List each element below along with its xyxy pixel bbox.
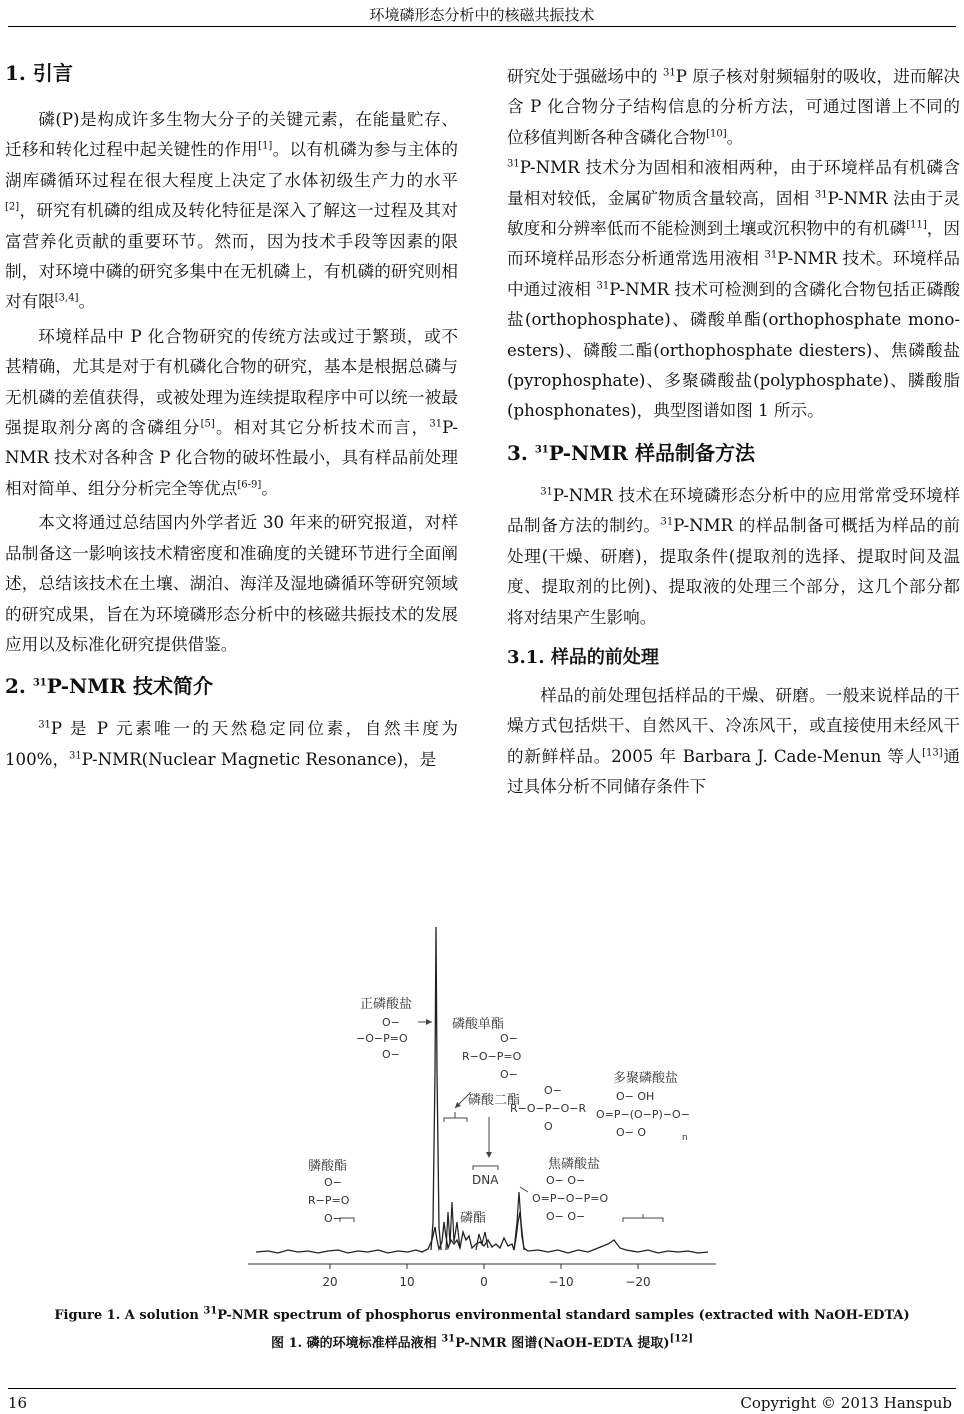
pyro-arrow bbox=[520, 1187, 528, 1192]
label-polyphosphate: 多聚磷酸盐 bbox=[613, 1071, 679, 1086]
x-tick-label: −20 bbox=[625, 1275, 651, 1289]
poly-bracket bbox=[623, 1214, 663, 1222]
struct-pyro-bot: O− O− bbox=[546, 1210, 586, 1223]
page-number: 16 bbox=[8, 1394, 28, 1412]
label-monoester: 磷酸单酯 bbox=[452, 1017, 505, 1032]
struct-phon-bot: O− bbox=[324, 1212, 342, 1225]
label-phosphonate: 膦酸酯 bbox=[308, 1159, 348, 1174]
struct-phon-mid: R−P=O bbox=[308, 1194, 350, 1207]
label-dna: DNA bbox=[472, 1173, 499, 1187]
x-axis-ticks bbox=[322, 1264, 650, 1289]
struct-pyro-mid: O=P−O−P=O bbox=[532, 1192, 609, 1205]
struct-ortho-top: O− bbox=[382, 1016, 400, 1029]
right-column bbox=[507, 62, 960, 803]
dna-peak bbox=[476, 1232, 488, 1250]
nmr-spectrum-figure bbox=[248, 922, 716, 1302]
section-3-title: 3. $^{31}$P-NMR 样品制备方法 bbox=[507, 440, 756, 465]
orthophosphate-peak bbox=[431, 927, 441, 1250]
dna-bracket bbox=[473, 1166, 498, 1170]
label-diester: 磷酸二酯 bbox=[468, 1093, 521, 1108]
paragraph-3: 本文将通过总结国内外学者近 30 年来的研究报道，对样品制备这一影响该技术精密度和准确度的关键环节进行全面阐述，总结该技术在土壤、湖泊、海洋及湿地磷循环等研究领域的研究成果，旨在为环境磷形态分析中的核磁共振技术的发展应用以及标准化研究提供借鉴。 bbox=[5, 513, 458, 654]
paragraph-5: 研究处于强磁场中的 $^{31}$P 原子核对射频辐射的吸收，进而解决含 P 化合物分子结构信息的分析方法，可通过图谱上不同的位移值判断各种含磷化合物[10]。 bbox=[507, 67, 960, 147]
x-tick-label: −10 bbox=[548, 1275, 574, 1289]
copyright: Copyright © 2013 Hanspub bbox=[740, 1394, 952, 1412]
x-tick-label: 0 bbox=[480, 1275, 488, 1289]
x-tick-label: 20 bbox=[322, 1275, 338, 1289]
footer-rule bbox=[8, 1388, 956, 1389]
paragraph-1: 磷(P)是构成许多生物大分子的关键元素，在能量贮存、迁移和转化过程中起关键性的作用[1]。以有机磷为参与主体的湖库磷循环过程在很大程度上决定了水体初级生产力的水平[2]，研究有机磷的组成及转化特征是深入了解这一过程及其对富营养化贡献的重要环节。然而，因为技术手段等因素的限制，对环境中磷的研究多集中在无机磷上，有机磷的研究则相对有限[3,4]。 bbox=[5, 110, 459, 312]
struct-mono-bot: O− bbox=[500, 1068, 518, 1081]
section-2-title: 2. $^{31}$P-NMR 技术简介 bbox=[5, 674, 214, 699]
paragraph-2: 环境样品中 P 化合物研究的传统方法或过于繁琐，或不甚精确，尤其是对于有机磷化合物的研究，基本是根据总磷与无机磷的差值获得，或被处理为连续提取程序中可以统一被最强提取剂分离的含磷组分[5]。相对其它分析技术而言，$^{31}$P-NMR 技术对各种含 P 化合物的破坏性最小，具有样品前处理相对简单、组分分析完全等优点[6-9]。 bbox=[5, 326, 459, 498]
section-3-1-title: 3.1. 样品的前处理 bbox=[507, 646, 659, 668]
label-phospholipid: 磷酯 bbox=[460, 1211, 487, 1226]
header-rule bbox=[8, 26, 956, 27]
paragraph-8: 样品的前处理包括样品的干燥、研磨。一般来说样品的干燥方式包括烘干、自然风干、冷冻风干，或直接使用未经风干的新鲜样品。2005 年 Barbara J. Cade-Menun 等人[13]通过具体分析不同储存条件下 bbox=[507, 685, 960, 797]
figure-caption-en: Figure 1. A solution $^{31}$P-NMR spectrum of phosphorus environmental standard samples (extracted with NaOH-EDTA) bbox=[54, 1305, 910, 1323]
struct-ortho-bot: O− bbox=[382, 1048, 400, 1061]
struct-phon-top: O− bbox=[324, 1176, 342, 1189]
phosphonate-bracket bbox=[340, 1218, 354, 1222]
label-pyrophosphate: 焦磷酸盐 bbox=[548, 1157, 601, 1172]
figure-caption-zh: 图 1. 磷的环境标准样品液相 $^{31}$P-NMR 图谱(NaOH-EDTA 提取)[12] bbox=[271, 1333, 693, 1351]
struct-pyro-top: O− O− bbox=[546, 1174, 586, 1187]
struct-di-bot: O bbox=[544, 1120, 553, 1133]
section-1-title: 1. 引言 bbox=[5, 61, 73, 85]
left-column bbox=[5, 55, 458, 775]
struct-mono-mid: R−O−P=O bbox=[462, 1050, 522, 1063]
struct-ortho-mid: −O−P=O bbox=[356, 1032, 408, 1045]
monoester-bracket bbox=[444, 1112, 467, 1122]
struct-mono-top: O− bbox=[500, 1032, 518, 1045]
struct-poly-bot: O− O bbox=[616, 1126, 647, 1139]
paragraph-7: $^{31}$P-NMR 技术在环境磷形态分析中的应用常常受环境样品制备方法的制约。$^{31}$P-NMR 的样品制备可概括为样品的前处理(干燥、研磨)，提取条件(提取剂的选择、提取时间及温度、提取剂的比例)、提取液的处理三个部分，这几个部分都将对结果产生影响。 bbox=[507, 485, 961, 627]
label-orthophosphate: 正磷酸盐 bbox=[360, 997, 413, 1012]
ortho-arrowhead bbox=[426, 1019, 432, 1025]
struct-poly-mid: O=P−(O−P)−O− bbox=[596, 1108, 690, 1121]
struct-poly-top: O− OH bbox=[616, 1090, 655, 1103]
struct-poly-n: n bbox=[682, 1133, 688, 1143]
pyrophosphate-peak bbox=[514, 1192, 524, 1250]
diester-arrowhead bbox=[486, 1152, 492, 1158]
paragraph-4: $^{31}$P 是 P 元素唯一的天然稳定同位素，自然丰度为 100%，$^{31}$P-NMR(Nuclear Magnetic Resonance)，是 bbox=[5, 719, 458, 769]
struct-di-top: O− bbox=[544, 1084, 562, 1097]
x-tick-label: 10 bbox=[399, 1275, 415, 1289]
struct-di-mid: R−O−P−O−R bbox=[510, 1102, 587, 1115]
running-header: 环境磷形态分析中的核磁共振技术 bbox=[369, 6, 595, 24]
paragraph-6: $^{31}$P-NMR 技术分为固相和液相两种，由于环境样品有机磷含量相对较低，金属矿物质含量较高，固相 $^{31}$P-NMR 法由于灵敏度和分辨率低而不能检测到土壤或沉积物中的有机磷[11]，因而环境样品形态分析通常选用液相 $^{31}$P-NMR 技术。环境样品中通过液相 $^{31}$P-NMR 技术可检测到的含磷化合物包括正磷酸盐(orthophosphate)、磷酸单酯(orthophosphate mono-esters)、磷酸二酯(orthophosphate diesters)、焦磷酸盐(pyrophosphate)、多聚磷酸盐(polyphosphate)、膦酸脂(phosphonates)，典型图谱如图 1 所示。 bbox=[507, 158, 961, 421]
